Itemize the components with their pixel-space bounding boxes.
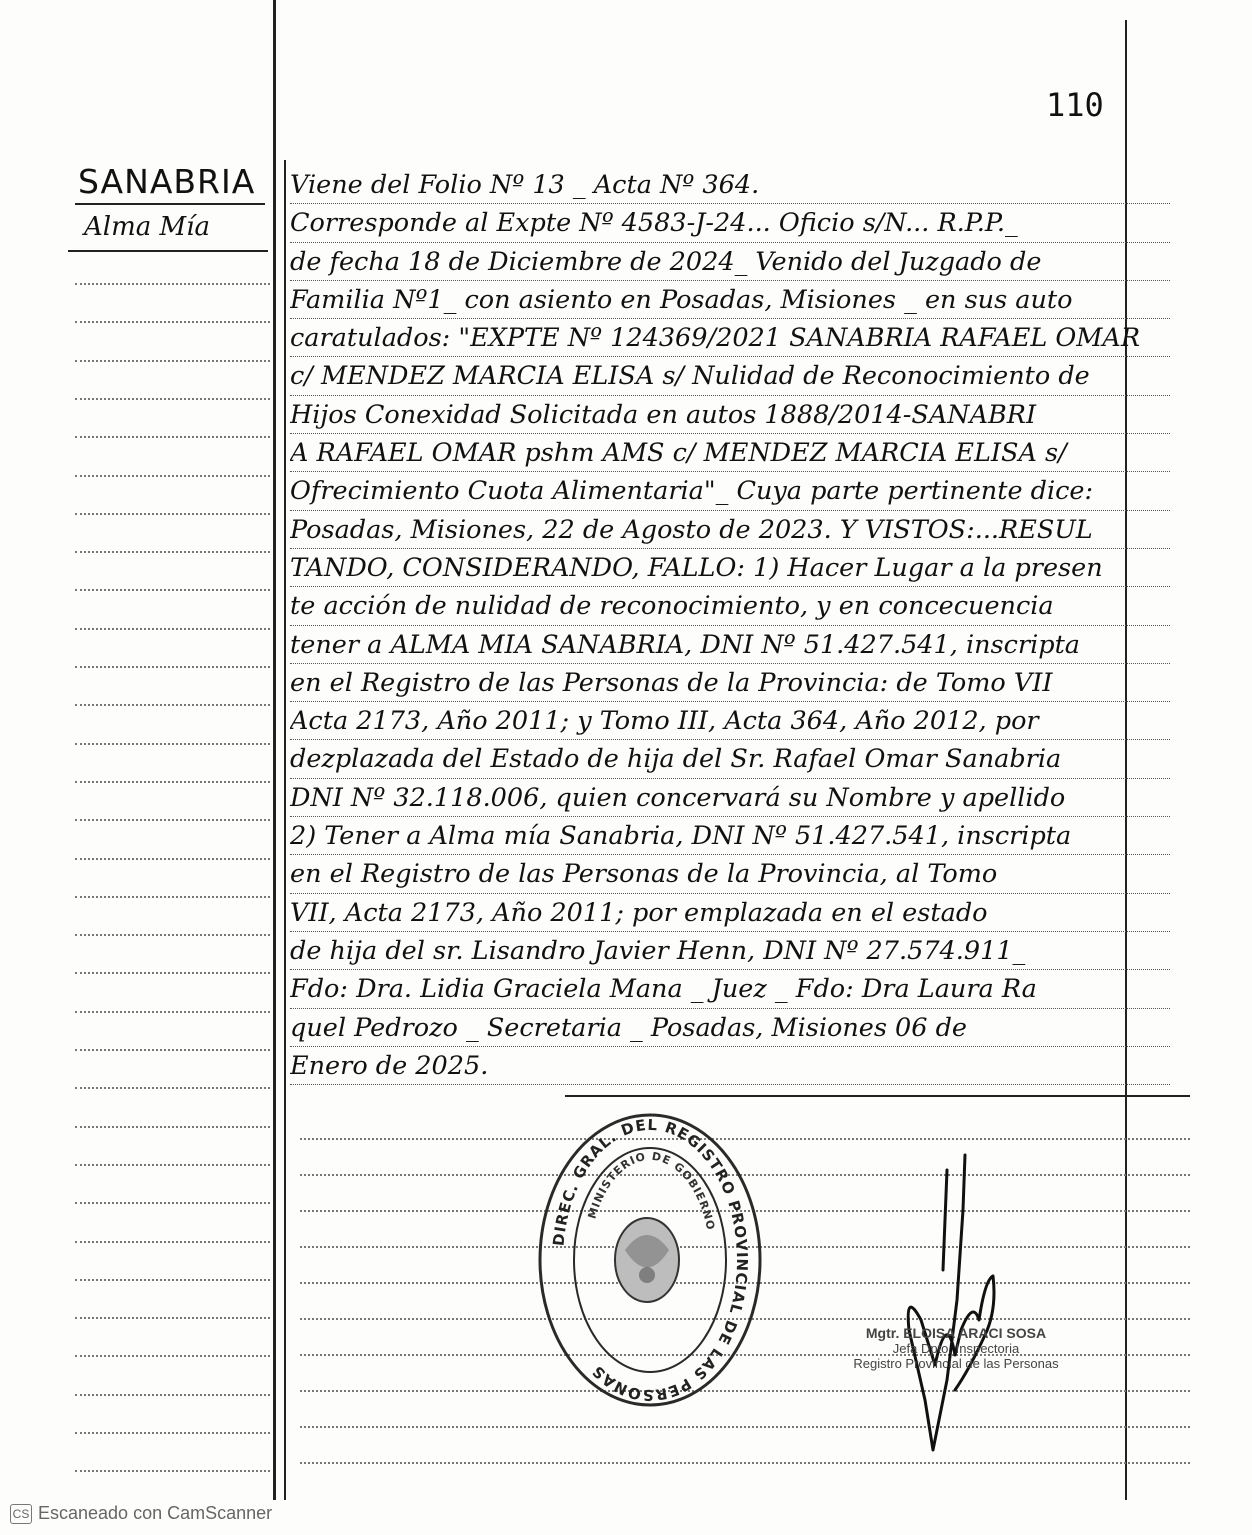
text-line: c/ MENDEZ MARCIA ELISA s/ Nulidad de Reconocimiento de	[290, 357, 1170, 395]
handwritten-signature-icon	[895, 1150, 1005, 1470]
margin-rule-line	[75, 704, 270, 706]
left-margin-rule	[273, 0, 276, 1500]
margin-rule-line	[75, 858, 270, 860]
inner-margin-rule	[284, 160, 286, 1500]
margin-rule-line	[75, 321, 270, 323]
margin-rule-line	[75, 1049, 270, 1051]
text-line: DNI Nº 32.118.006, quien concervará su Nombre y apellido	[290, 779, 1170, 817]
margin-rule-line	[75, 1470, 270, 1472]
margin-rule-line	[75, 1087, 270, 1089]
margin-rule-line	[75, 1011, 270, 1013]
text-line: Ofrecimiento Cuota Alimentaria"_ Cuya parte pertinente dice:	[290, 472, 1170, 510]
text-line: tener a ALMA MIA SANABRIA, DNI Nº 51.427.541, inscripta	[290, 626, 1170, 664]
text-line: 2) Tener a Alma mía Sanabria, DNI Nº 51.427.541, inscripta	[290, 817, 1170, 855]
scanner-watermark-text: Escaneado con CamScanner	[38, 1503, 273, 1523]
margin-rule-line	[75, 589, 270, 591]
seal-outer-text: DIREC. GRAL. DEL REGISTRO PROVINCIAL DE LAS PERSONAS	[549, 1115, 752, 1405]
margin-rule-line	[75, 1241, 270, 1243]
closing-line	[565, 1095, 1190, 1097]
margin-rule-line	[75, 1126, 270, 1128]
given-name-underline	[68, 250, 268, 252]
text-line: te acción de nulidad de reconocimiento, y en concecuencia	[290, 587, 1170, 625]
margin-rule-line	[75, 398, 270, 400]
act-text	[290, 166, 1170, 1085]
margin-rule-line	[75, 781, 270, 783]
body-rule-line	[300, 1426, 1190, 1428]
official-seal-icon	[535, 1110, 765, 1410]
text-line: Viene del Folio Nº 13 _ Acta Nº 364.	[290, 166, 1170, 204]
signer-office: Registro Provincial de las Personas	[853, 1356, 1059, 1371]
margin-rule-line	[75, 475, 270, 477]
margin-rule-line	[75, 628, 270, 630]
margin-rule-line	[75, 360, 270, 362]
margin-given-name: Alma Mía	[84, 212, 210, 242]
margin-rule-line	[75, 896, 270, 898]
margin-rule-line	[75, 1394, 270, 1396]
text-line: Acta 2173, Año 2011; y Tomo III, Acta 364, Año 2012, por	[290, 702, 1170, 740]
text-line: TANDO, CONSIDERANDO, FALLO: 1) Hacer Lugar a la presen	[290, 549, 1170, 587]
text-line: de fecha 18 de Diciembre de 2024_ Venido del Juzgado de	[290, 243, 1170, 281]
margin-rule-line	[75, 1355, 270, 1357]
text-line: Posadas, Misiones, 22 de Agosto de 2023. Y VISTOS:...RESUL	[290, 511, 1170, 549]
text-line: dezplazada del Estado de hija del Sr. Rafael Omar Sanabria	[290, 740, 1170, 778]
text-line: Fdo: Dra. Lidia Graciela Mana _ Juez _ Fdo: Dra Laura Ra	[290, 970, 1170, 1008]
margin-rule-line	[75, 436, 270, 438]
text-line: en el Registro de las Personas de la Provincia, al Tomo	[290, 855, 1170, 893]
seal-inner-text: MINISTERIO DE GOBIERNO	[585, 1149, 718, 1232]
margin-rule-line	[75, 513, 270, 515]
scanner-watermark	[10, 1503, 272, 1524]
surname-underline	[75, 203, 265, 205]
text-line: de hija del sr. Lisandro Javier Henn, DNI Nº 27.574.911_	[290, 932, 1170, 970]
text-line: quel Pedrozo _ Secretaria _ Posadas, Misiones 06 de	[290, 1009, 1170, 1047]
text-line: caratulados: "EXPTE Nº 124369/2021 SANABRIA RAFAEL OMAR	[290, 319, 1170, 357]
margin-rule-line	[75, 666, 270, 668]
text-line: en el Registro de las Personas de la Provincia: de Tomo VII	[290, 664, 1170, 702]
text-line: Corresponde al Expte Nº 4583-J-24... Oficio s/N... R.P.P._	[290, 204, 1170, 242]
folio-number: 110	[1046, 86, 1104, 124]
text-line: VII, Acta 2173, Año 2011; por emplazada en el estado	[290, 894, 1170, 932]
text-line: Enero de 2025.	[290, 1047, 1170, 1085]
margin-rule-line	[75, 743, 270, 745]
margin-rule-line	[75, 819, 270, 821]
camscanner-logo-icon: CS	[10, 1504, 32, 1524]
margin-rule-line	[75, 1279, 270, 1281]
margin-rule-line	[75, 972, 270, 974]
signer-title: Jefa Dpto. Inspectoria	[892, 1341, 1020, 1356]
text-line: Familia Nº1_ con asiento en Posadas, Misiones _ en sus auto	[290, 281, 1170, 319]
margin-rule-line	[75, 283, 270, 285]
signer-name: Mgtr. ELOISA ARACI SOSA	[865, 1325, 1047, 1341]
margin-surname: SANABRIA	[78, 162, 256, 201]
text-line: A RAFAEL OMAR pshm AMS c/ MENDEZ MARCIA ELISA s/	[290, 434, 1170, 472]
margin-rule-line	[75, 1164, 270, 1166]
margin-rule-line	[75, 1202, 270, 1204]
signature-stamp	[826, 1325, 1086, 1371]
text-line: Hijos Conexidad Solicitada en autos 1888/2014-SANABRI	[290, 396, 1170, 434]
margin-rule-line	[75, 551, 270, 553]
margin-rule-line	[75, 1317, 270, 1319]
margin-rule-line	[75, 1432, 270, 1434]
body-rule-line	[300, 1462, 1190, 1464]
margin-rule-line	[75, 934, 270, 936]
